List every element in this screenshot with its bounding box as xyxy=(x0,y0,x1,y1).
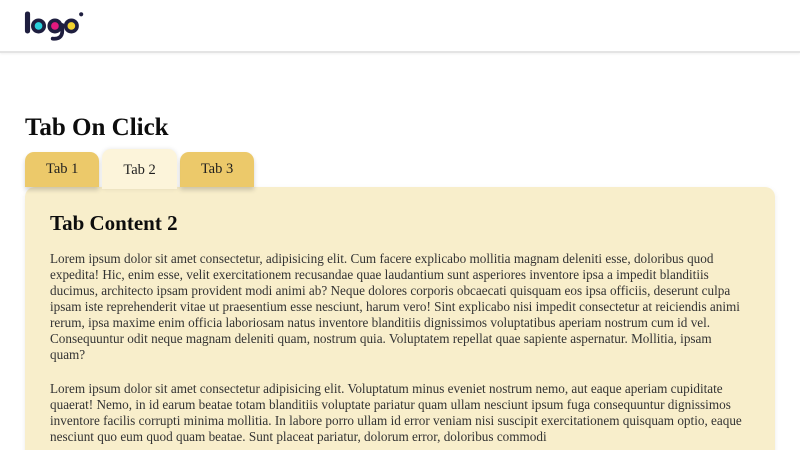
main-content xyxy=(0,113,800,450)
site-header xyxy=(0,0,800,53)
logo[interactable] xyxy=(24,10,84,41)
tab-panel xyxy=(25,187,775,450)
logo-icon xyxy=(24,10,84,41)
tab-bar xyxy=(25,149,775,187)
panel-paragraph-2: Lorem ipsum dolor sit amet consectetur adipisicing elit. Voluptatum minus eveniet nostrum nemo, aut eaque aperiam cupiditate quaerat! Nemo, in id earum beatae totam blanditiis voluptate pariatur quam ullam nesciunt ipsum fuga consequuntur dignissimos inventore facilis corrupti minima mollitia. In labore porro ullam id error veniam nisi suscipit exercitationem quisquam optio, eaque nesciunt quo eum quod quam beatae. Sunt placeat pariatur, dolorum error, doloribus commodi xyxy=(50,381,742,444)
tab-2[interactable]: Tab 2 xyxy=(102,149,176,189)
page-title: Tab On Click xyxy=(25,114,169,141)
panel-paragraph-1: Lorem ipsum dolor sit amet consectetur, adipisicing elit. Cum facere explicabo mollitia magnam deleniti esse, doloribus quod expedita! Hic, enim esse, velit exercitationem recusandae quae laudantium sunt asperiores inventore ipsa a impedit blanditiis ducimus, architecto ipsam provident modi animi ab? Neque dolores corporis obcaecati quisquam eos ipsa officiis, deserunt culpa ipsam iste reprehenderit vitae ut praesentium esse nesciunt, harum vero! Sint explicabo nisi impedit consectetur at reiciendis animi rerum, ipsa maxime enim officia laboriosam natus inventore blanditiis dignissimos voluptatibus aperiam nostrum cum id vel. Consequuntur odit neque magnam deleniti quam, nostrum quia. Voluptatem repellat quae sapiente aspernatur. Mollitia, ipsam quam? xyxy=(50,251,740,362)
panel-title: Tab Content 2 xyxy=(50,211,178,235)
tab-3[interactable]: Tab 3 xyxy=(180,152,254,187)
tab-1[interactable]: Tab 1 xyxy=(25,152,99,187)
